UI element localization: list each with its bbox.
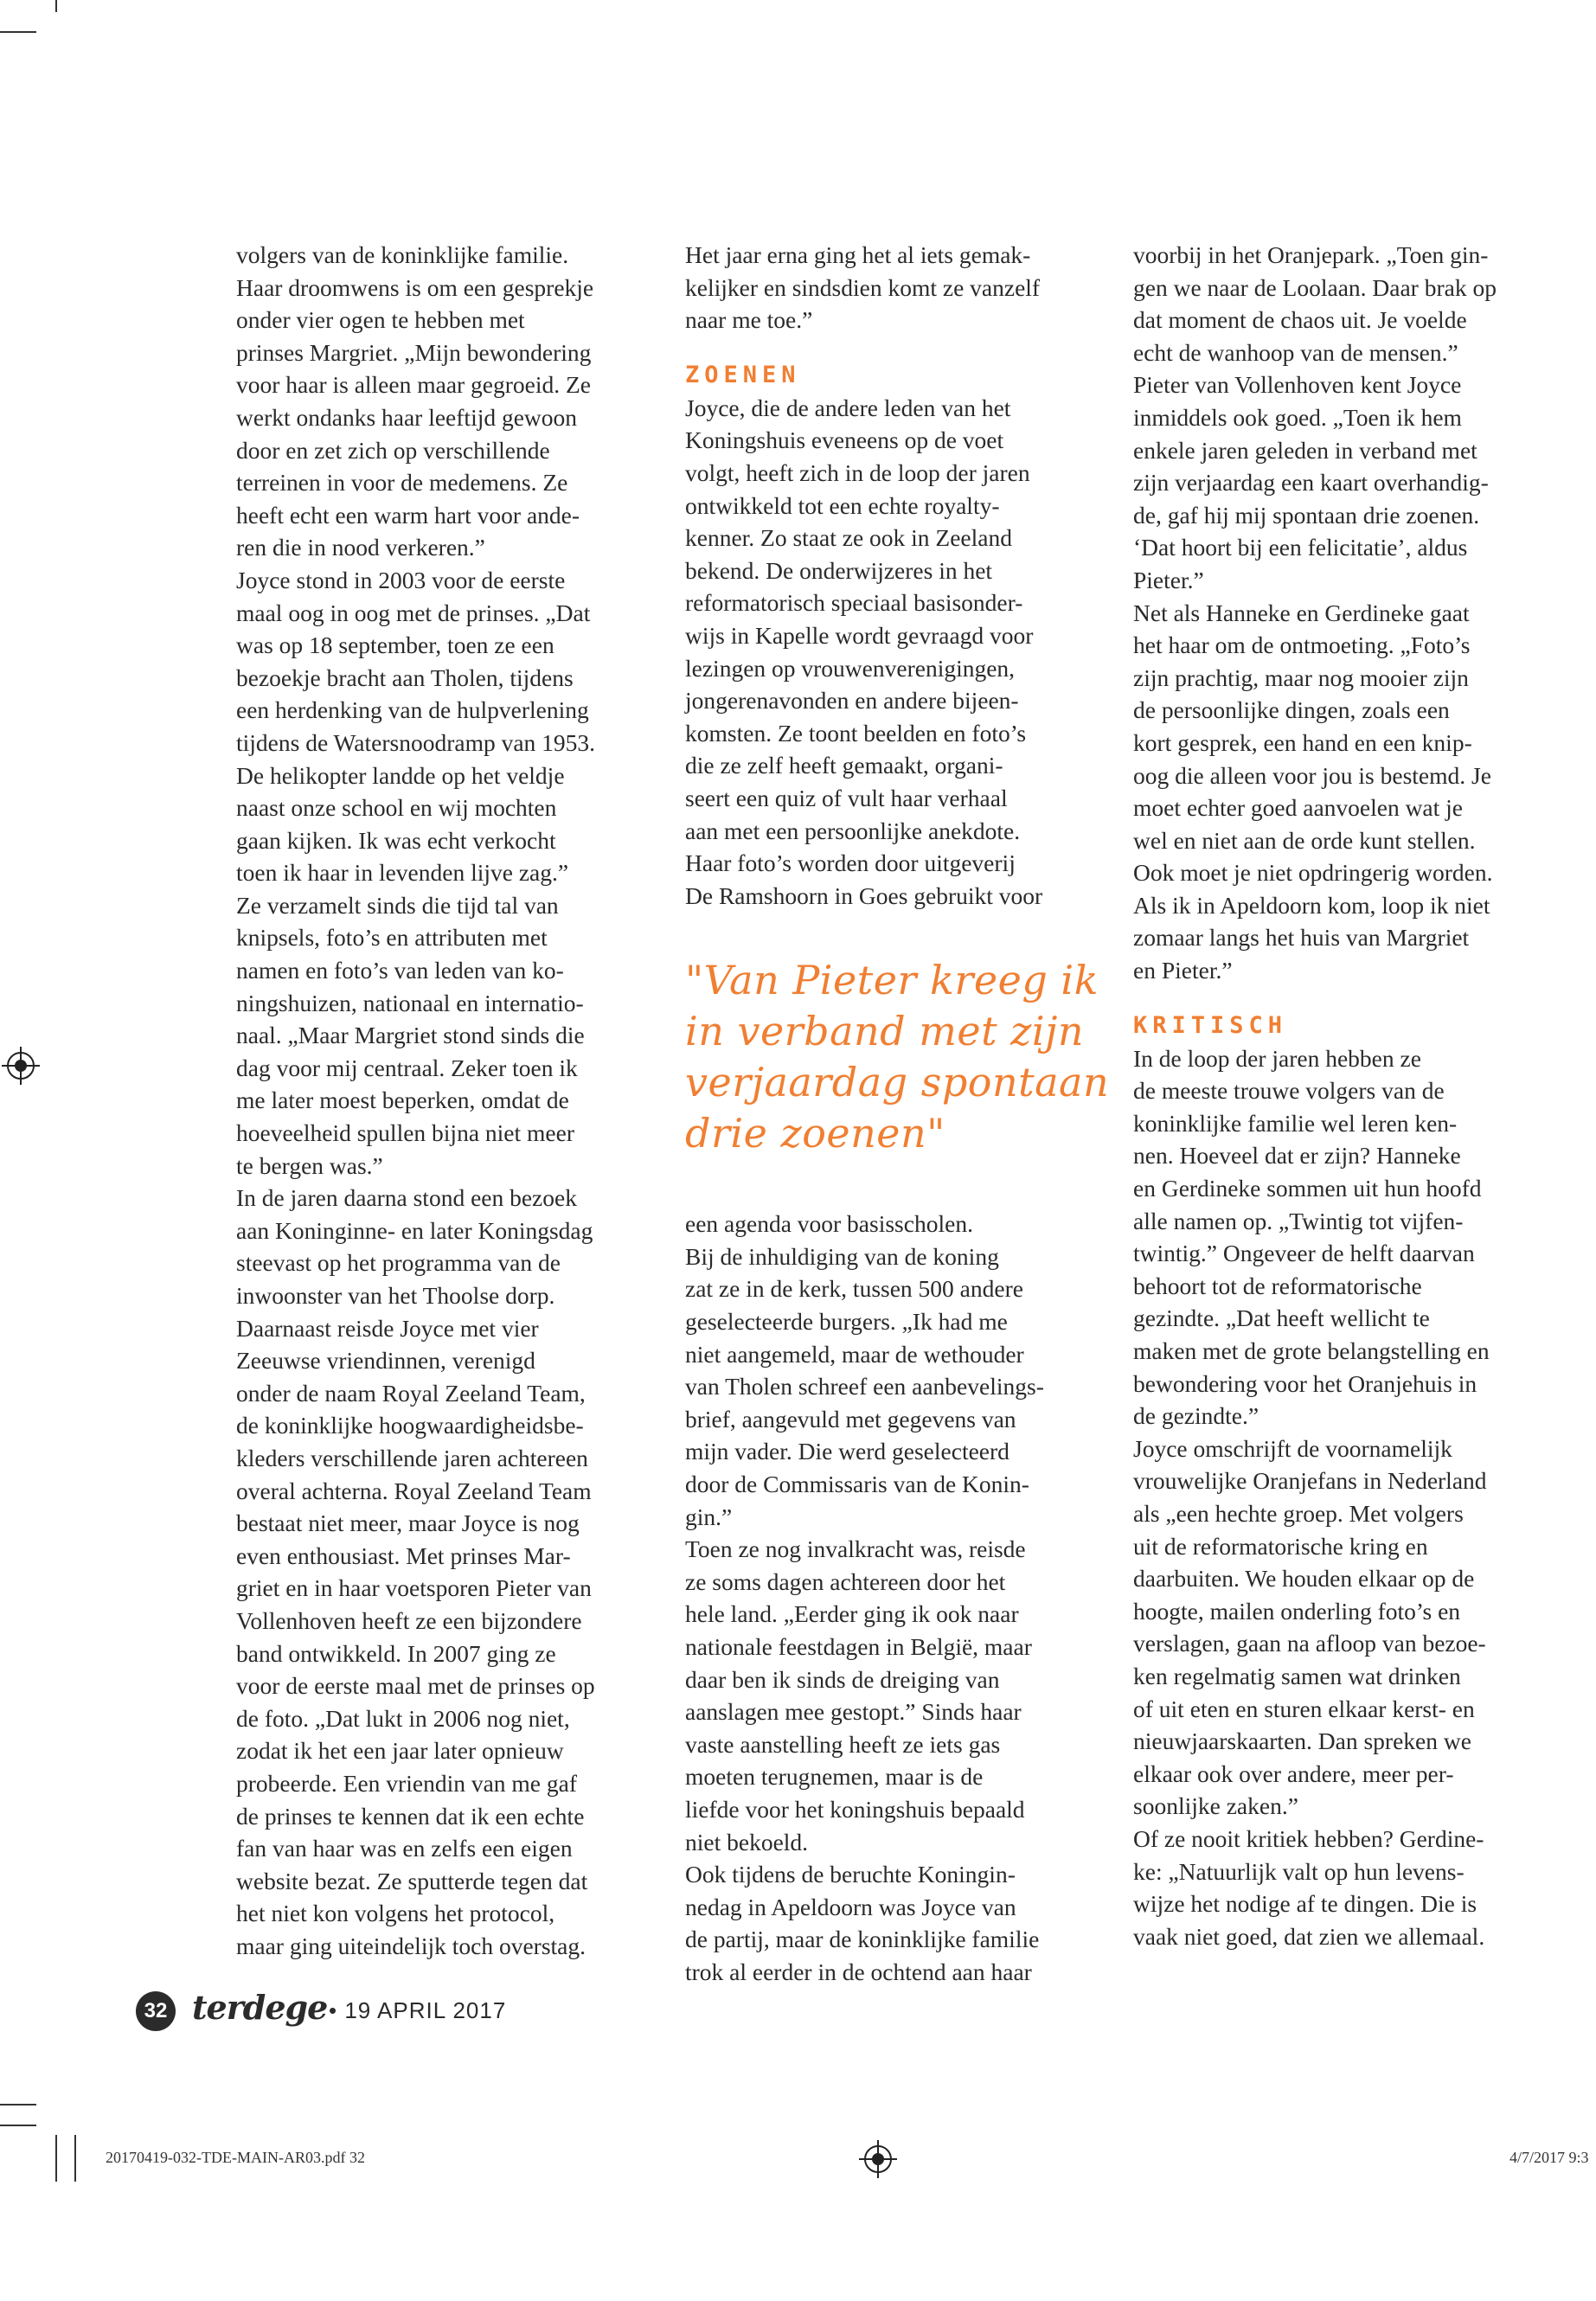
- text-line: griet en in haar voetsporen Pieter van: [236, 1574, 592, 1602]
- column-2-text-top: [685, 239, 1118, 336]
- text-line: Als ik in Apeldoorn kom, loop ik niet: [1133, 891, 1490, 919]
- text-line: was op 18 september, toen ze een: [236, 631, 554, 659]
- text-line: dag voor mij centraal. Zeker toen ik: [236, 1054, 578, 1081]
- text-line: overal achterna. Royal Zeeland Team: [236, 1477, 592, 1504]
- text-line: door de Commissaris van de Konin-: [685, 1471, 1029, 1498]
- text-line: kenner. Zo staat ze ook in Zeeland: [685, 524, 1012, 552]
- text-line: band ontwikkeld. In 2007 ging ze: [236, 1639, 556, 1667]
- text-line: nationale feestdagen in België, maar: [685, 1633, 1032, 1660]
- text-line: onder de naam Royal Zeeland Team,: [236, 1379, 586, 1407]
- text-line: van Tholen schreef een aanbevelings-: [685, 1373, 1044, 1400]
- crop-mark-top-left-v: [55, 0, 57, 12]
- text-line: nedag in Apeldoorn was Joyce van: [685, 1893, 1016, 1920]
- text-line: niet aangemeld, maar de wethouder: [685, 1340, 1024, 1368]
- section-heading-zoenen: ZOENEN: [685, 361, 801, 388]
- column-2-text-bottom: [685, 1208, 1118, 1988]
- text-line: het niet kon volgens het protocol,: [236, 1900, 555, 1927]
- article-column-1: [236, 239, 669, 1962]
- text-line: de gezindte.”: [1133, 1402, 1259, 1430]
- text-line: een herdenking van de hulpverlening: [236, 696, 589, 724]
- text-line: aan met een persoonlijke anekdote.: [685, 817, 1021, 844]
- text-line: moeten terugnemen, maar is de: [685, 1763, 984, 1791]
- text-line: maken met de grote belangstelling en: [1133, 1337, 1490, 1364]
- text-line: verslagen, gaan na afloop van bezoe-: [1133, 1630, 1486, 1657]
- text-line: nen. Hoeveel dat er zijn? Hanneke: [1133, 1142, 1461, 1170]
- crop-mark-bottom-left-v2: [74, 2135, 76, 2182]
- text-line: volgers van de koninklijke familie.: [236, 241, 569, 268]
- text-line: hele land. „Eerder ging ik ook naar: [685, 1600, 1019, 1628]
- text-line: Daarnaast reisde Joyce met vier: [236, 1314, 539, 1342]
- text-line: probeerde. Een vriendin van me gaf: [236, 1769, 577, 1797]
- text-line: ren die in nood verkeren.”: [236, 534, 485, 561]
- text-line: en Pieter.”: [1133, 957, 1233, 984]
- text-line: dat moment de chaos uit. Je voelde: [1133, 306, 1467, 334]
- text-line: toen ik haar in levenden lijve zag.”: [236, 859, 569, 887]
- pull-quote-line: in verband met zijn: [685, 1008, 1085, 1055]
- text-line: terreinen in voor de medemens. Ze: [236, 469, 568, 497]
- text-line: Koningshuis eveneens op de voet: [685, 426, 1004, 454]
- text-line: en Gerdineke sommen uit hun hoofd: [1133, 1175, 1482, 1202]
- text-line: ke: „Natuurlijk valt op hun levens-: [1133, 1857, 1465, 1885]
- text-line: De helikopter landde op het veldje: [236, 761, 565, 789]
- crop-mark-bottom-left-h: [0, 2104, 36, 2106]
- magazine-logo: terdege: [192, 1988, 328, 2027]
- text-line: uit de reformatorische kring en: [1133, 1532, 1428, 1560]
- text-line: Ook tijdens de beruchte Koningin-: [685, 1861, 1016, 1888]
- text-line: een agenda voor basisscholen.: [685, 1210, 973, 1238]
- text-line: daar ben ik sinds de dreiging van: [685, 1665, 1000, 1693]
- pull-quote-line: verjaardag spontaan: [685, 1059, 1110, 1106]
- crop-mark-bottom-left-v: [55, 2135, 57, 2182]
- text-line: elkaar ook over andere, meer per-: [1133, 1759, 1454, 1787]
- text-line: gin.”: [685, 1503, 733, 1530]
- text-line: ze soms dagen achtereen door het: [685, 1567, 1006, 1595]
- text-line: de partij, maar de koninklijke familie: [685, 1926, 1040, 1953]
- text-line: Pieter.”: [1133, 566, 1204, 593]
- text-line: werkt ondanks haar leeftijd gewoon: [236, 403, 578, 431]
- text-line: Haar droomwens is om een gesprekje: [236, 273, 594, 301]
- text-line: kort gesprek, een hand en een knip-: [1133, 728, 1472, 756]
- print-file-name: 20170419-032-TDE-MAIN-AR03.pdf 32: [106, 2149, 365, 2166]
- text-line: Pieter van Vollenhoven kent Joyce: [1133, 371, 1462, 399]
- text-line: naar me toe.”: [685, 306, 813, 334]
- pull-quote-line: drie zoenen": [685, 1110, 945, 1157]
- text-line: moet echter goed aanvoelen wat je: [1133, 794, 1463, 822]
- text-line: me later moest beperken, omdat de: [236, 1086, 569, 1114]
- text-line: echt de wanhoop van de mensen.”: [1133, 338, 1458, 366]
- text-line: de koninklijke hoogwaardigheidsbe-: [236, 1412, 584, 1439]
- text-line: of uit eten en sturen elkaar kerst- en: [1133, 1695, 1475, 1722]
- text-line: De Ramshoorn in Goes gebruikt voor: [685, 881, 1043, 909]
- text-line: voor de eerste maal met de prinses op: [236, 1672, 595, 1700]
- text-line: Bij de inhuldiging van de koning: [685, 1242, 999, 1270]
- text-line: naast onze school en wij mochten: [236, 794, 557, 822]
- text-line: aan Koninginne- en later Koningsdag: [236, 1216, 593, 1244]
- page-number: 32: [136, 1991, 176, 2031]
- text-line: maal oog in oog met de prinses. „Dat: [236, 599, 591, 626]
- registration-mark-bottom: [864, 2145, 892, 2173]
- text-line: Toen ze nog invalkracht was, reisde: [685, 1535, 1026, 1563]
- text-line: heeft echt een warm hart voor ande-: [236, 501, 580, 529]
- text-line: door en zet zich op verschillende: [236, 436, 550, 464]
- text-line: reformatorisch speciaal basisonder-: [685, 589, 1023, 617]
- text-line: volgt, heeft zich in de loop der jaren: [685, 458, 1030, 486]
- text-line: gezindte. „Dat heeft wellicht te: [1133, 1304, 1430, 1332]
- text-line: Ook moet je niet opdringerig worden.: [1133, 859, 1493, 887]
- text-line: Joyce, die de andere leden van het: [685, 394, 1011, 421]
- text-line: ontwikkeld tot een echte royalty-: [685, 491, 1000, 519]
- text-line: Joyce stond in 2003 voor de eerste: [236, 566, 566, 593]
- text-line: zijn verjaardag een kaart overhandig-: [1133, 469, 1489, 497]
- article-column-2: [685, 239, 1118, 1989]
- text-line: trok al eerder in de ochtend aan haar: [685, 1958, 1032, 1985]
- crop-mark-bottom-left-h2: [0, 2125, 36, 2126]
- text-line: Haar foto’s worden door uitgeverij: [685, 849, 1016, 877]
- text-line: inmiddels ook goed. „Toen ik hem: [1133, 403, 1462, 431]
- text-line: prinses Margriet. „Mijn bewondering: [236, 338, 592, 366]
- text-line: Het jaar erna ging het al iets gemak-: [685, 241, 1031, 268]
- pull-quote: [685, 912, 1118, 1208]
- text-line: wijze het nodige af te dingen. Die is: [1133, 1890, 1477, 1918]
- text-line: vrouwelijke Oranjefans in Nederland: [1133, 1467, 1487, 1495]
- text-line: zat ze in de kerk, tussen 500 andere: [685, 1275, 1023, 1303]
- column-3-text-top: [1133, 239, 1566, 987]
- text-line: zomaar langs het huis van Margriet: [1133, 924, 1470, 952]
- text-line: bestaat niet meer, maar Joyce is nog: [236, 1509, 580, 1537]
- text-line: bekend. De onderwijzeres in het: [685, 556, 993, 584]
- text-line: koninklijke familie wel leren ken-: [1133, 1109, 1458, 1137]
- text-line: het haar om de ontmoeting. „Foto’s: [1133, 631, 1471, 659]
- text-line: wijs in Kapelle wordt gevraagd voor: [685, 621, 1034, 649]
- text-line: knipsels, foto’s en attributen met: [236, 924, 548, 952]
- text-line: lezingen op vrouwenverenigingen,: [685, 654, 1016, 682]
- text-line: wel en niet aan de orde kunt stellen.: [1133, 826, 1476, 854]
- text-line: kelijker en sindsdien komt ze vanzelf: [685, 273, 1041, 301]
- text-line: bewondering voor het Oranjehuis in: [1133, 1369, 1477, 1397]
- text-line: ken regelmatig samen wat drinken: [1133, 1662, 1461, 1689]
- text-line: website bezat. Ze sputterde tegen dat: [236, 1867, 588, 1894]
- text-line: inwoonster van het Thoolse dorp.: [236, 1282, 555, 1309]
- text-line: gaan kijken. Ik was echt verkocht: [236, 826, 556, 854]
- text-line: de foto. „Dat lukt in 2006 nog niet,: [236, 1704, 570, 1732]
- article-column-3: [1133, 239, 1566, 1952]
- text-line: onder vier ogen te hebben met: [236, 306, 525, 334]
- text-line: geselecteerde burgers. „Ik had me: [685, 1308, 1008, 1336]
- column-3-text-bottom: [1133, 1042, 1566, 1953]
- text-line: ‘Dat hoort bij een felicitatie’, aldus: [1133, 534, 1468, 561]
- section-heading-kritisch: KRITISCH: [1133, 1011, 1288, 1039]
- text-line: als „een hechte groep. Met volgers: [1133, 1499, 1464, 1527]
- text-line: kleders verschillende jaren achtereen: [236, 1444, 588, 1471]
- pull-quote-line: "Van Pieter kreeg ik: [685, 957, 1099, 1004]
- text-line: zijn prachtig, maar nog mooier zijn: [1133, 663, 1469, 691]
- text-line: de prinses te kennen dat ik een echte: [236, 1802, 585, 1830]
- text-line: zodat ik het een jaar later opnieuw: [236, 1737, 564, 1765]
- text-line: de meeste trouwe volgers van de: [1133, 1077, 1445, 1105]
- text-line: maar ging uiteindelijk toch overstag.: [236, 1932, 586, 1959]
- text-line: Ze verzamelt sinds die tijd tal van: [236, 891, 559, 919]
- text-line: Vollenhoven heeft ze een bijzondere: [236, 1606, 582, 1634]
- text-line: fan van haar was en zelfs een eigen: [236, 1835, 573, 1862]
- text-line: vaste aanstelling heeft ze iets gas: [685, 1730, 1001, 1758]
- text-line: soonlijke zaken.”: [1133, 1792, 1298, 1820]
- text-line: gen we naar de Loolaan. Daar brak op: [1133, 273, 1497, 301]
- text-line: vaak niet goed, dat zien we allemaal.: [1133, 1922, 1485, 1950]
- text-line: twintig.” Ongeveer de helft daarvan: [1133, 1240, 1475, 1267]
- text-line: mijn vader. Die werd geselecteerd: [685, 1438, 1010, 1465]
- text-line: In de jaren daarna stond een bezoek: [236, 1184, 577, 1212]
- column-2-text-middle: [685, 392, 1118, 913]
- text-line: oog die alleen voor jou is bestemd. Je: [1133, 761, 1491, 789]
- text-line: komsten. Ze toont beelden en foto’s: [685, 719, 1027, 747]
- text-line: Of ze nooit kritiek hebben? Gerdine-: [1133, 1824, 1484, 1852]
- text-line: tijdens de Watersnoodramp van 1953.: [236, 728, 596, 756]
- text-line: Net als Hanneke en Gerdineke gaat: [1133, 599, 1470, 626]
- text-line: daarbuiten. We houden elkaar op de: [1133, 1565, 1475, 1593]
- text-line: jongerenavonden en andere bijeen-: [685, 687, 1019, 715]
- text-line: naal. „Maar Margriet stond sinds die: [236, 1022, 585, 1049]
- text-line: voor haar is alleen maar gegroeid. Ze: [236, 371, 592, 399]
- crop-mark-top-left-h: [0, 31, 36, 33]
- text-line: hoogte, mailen onderling foto’s en: [1133, 1597, 1461, 1625]
- text-line: nieuwjaarskaarten. Dan spreken we: [1133, 1727, 1471, 1755]
- print-timestamp: 4/7/2017 9:3: [1509, 2149, 1589, 2166]
- text-line: steevast op het programma van de: [236, 1249, 561, 1277]
- text-line: te bergen was.”: [236, 1151, 383, 1179]
- text-line: brief, aangevuld met gegevens van: [685, 1405, 1016, 1433]
- text-line: die ze zelf heeft gemaakt, organi-: [685, 752, 1003, 779]
- text-line: bezoekje bracht aan Tholen, tijdens: [236, 663, 574, 691]
- text-line: seert een quiz of vult haar verhaal: [685, 784, 1008, 811]
- text-line: behoort tot de reformatorische: [1133, 1272, 1422, 1299]
- text-line: enkele jaren geleden in verband met: [1133, 436, 1477, 464]
- text-line: de, gaf hij mij spontaan drie zoenen.: [1133, 501, 1480, 529]
- text-line: hoeveelheid spullen bijna niet meer: [236, 1119, 574, 1147]
- issue-date: • 19 APRIL 2017: [329, 1997, 507, 2023]
- text-line: In de loop der jaren hebben ze: [1133, 1044, 1421, 1072]
- text-line: niet bekoeld.: [685, 1828, 809, 1856]
- text-line: Zeeuwse vriendinnen, verenigd: [236, 1347, 535, 1375]
- text-line: aanslagen mee gestopt.” Sinds haar: [685, 1698, 1022, 1726]
- text-line: voorbij in het Oranjepark. „Toen gin-: [1133, 241, 1489, 268]
- text-line: alle namen op. „Twintig tot vijfen-: [1133, 1207, 1464, 1234]
- text-line: liefde voor het koningshuis bepaald: [685, 1795, 1025, 1823]
- text-line: ningshuizen, nationaal en internatio-: [236, 989, 584, 1016]
- text-line: de persoonlijke dingen, zoals een: [1133, 696, 1450, 724]
- text-line: namen en foto’s van leden van ko-: [236, 957, 564, 984]
- registration-mark-left: [7, 1052, 35, 1080]
- text-line: even enthousiast. Met prinses Mar-: [236, 1541, 571, 1569]
- text-line: Joyce omschrijft de voornamelijk: [1133, 1434, 1452, 1462]
